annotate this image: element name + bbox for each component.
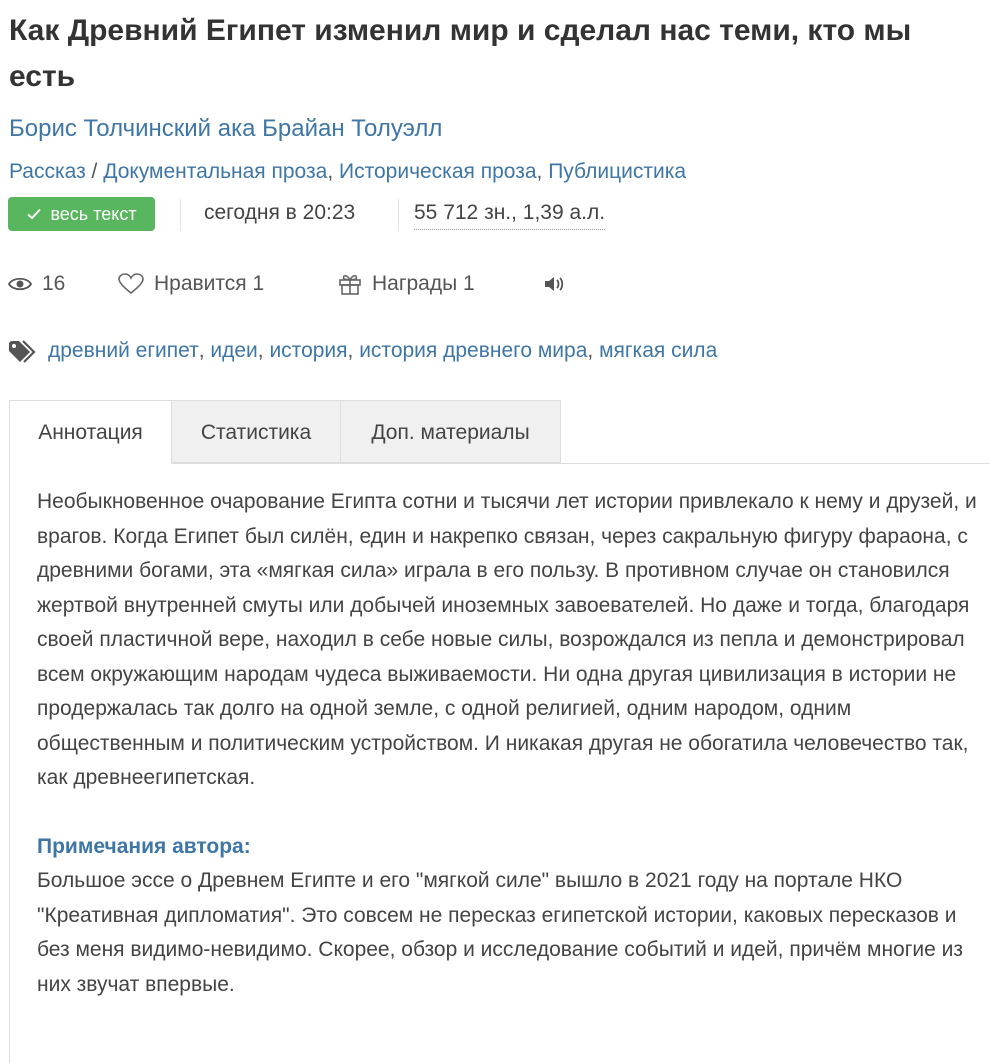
tag-link[interactable]: история древнего мира — [359, 339, 588, 362]
tags-row: древний египет , идеи , история , история древнего мира , мягкая сила — [8, 334, 988, 368]
annotation-panel — [9, 463, 989, 1063]
speaker-icon — [543, 274, 567, 294]
tag-link[interactable]: древний египет — [48, 339, 199, 362]
genre-form-link[interactable]: Рассказ — [9, 160, 86, 183]
genre-separator: / — [85, 160, 104, 183]
tab-extra-materials[interactable]: Доп. материалы — [340, 400, 561, 463]
genre-link[interactable]: Публицистика — [548, 160, 687, 183]
audio-button[interactable] — [543, 266, 577, 302]
views-count: 16 — [42, 272, 66, 295]
tags-icon — [8, 339, 40, 363]
meta-row — [8, 197, 988, 231]
tabs-bar — [9, 400, 990, 464]
full-text-badge — [8, 197, 155, 231]
tag-link[interactable]: мягкая сила — [599, 339, 718, 362]
eye-icon — [8, 275, 32, 293]
author-notes-text: Большое эссе о Древнем Египте и его "мягкой силе" вышло в 2021 году на портале НКО "Креативная дипломатия". Это совсем не пересказ египетской истории, каковых пересказов и без меня видимо-невидимо. Скорее, обзор и исследование событий и идей, причём многие из них звучат впервые. — [37, 869, 963, 996]
tab-statistics[interactable]: Статистика — [171, 400, 341, 463]
views-counter — [8, 266, 65, 302]
page-title: Как Древний Египет изменил мир и сделал нас теми, кто мы есть — [9, 14, 912, 93]
stats-row — [8, 266, 988, 302]
genres-line: Рассказ / Документальная проза, Историческая проза, Публицистика — [9, 160, 687, 183]
author-link[interactable]: Борис Толчинский ака Брайан Толуэлл — [9, 115, 443, 142]
publish-date: сегодня в 20:23 — [204, 201, 356, 224]
awards-button[interactable] — [338, 266, 475, 302]
heart-icon — [118, 273, 144, 295]
check-icon — [26, 206, 42, 222]
badge-label: весь текст — [50, 204, 137, 224]
annotation-text: Необыкновенное очарование Египта сотни и тысячи лет истории привлекало к нему и друзей, и врагов. Когда Египет был силён, един и накрепко связан, через сакральную фигуру фараона, с древними богами, эта «мягкая сила» играла в его пользу. В противном случае он становился жертвой внутренней смуты или добычей иноземных завоевателей. Но даже и тогда, благодаря своей пластичной вере, находил в себе новые силы, возрождался из пепла и демонстрировал всем окружающим народам чудеса выживаемости. Ни одна другая цивилизация в истории не продержалась так долго на одной земле, с одной религией, одним народом, одним общественным и политическим устройством. И никакая другая не обогатила человечество так, как древнеегипетская. — [37, 490, 977, 789]
tab-annotation[interactable]: Аннотация — [9, 400, 172, 464]
meta-separator — [398, 199, 399, 231]
gift-icon — [338, 272, 362, 296]
author-notes-title: Примечания автора: — [37, 834, 251, 858]
awards-label: Награды 1 — [372, 272, 475, 295]
meta-separator — [180, 199, 181, 231]
tag-link[interactable]: история — [269, 339, 348, 362]
likes-label: Нравится 1 — [154, 272, 265, 295]
text-size[interactable]: 55 712 зн., 1,39 а.л. — [414, 197, 605, 230]
tag-link[interactable]: идеи — [210, 339, 258, 362]
genre-link[interactable]: Историческая проза — [339, 160, 537, 183]
genre-link[interactable]: Документальная проза — [103, 160, 328, 183]
like-button[interactable] — [118, 266, 264, 302]
